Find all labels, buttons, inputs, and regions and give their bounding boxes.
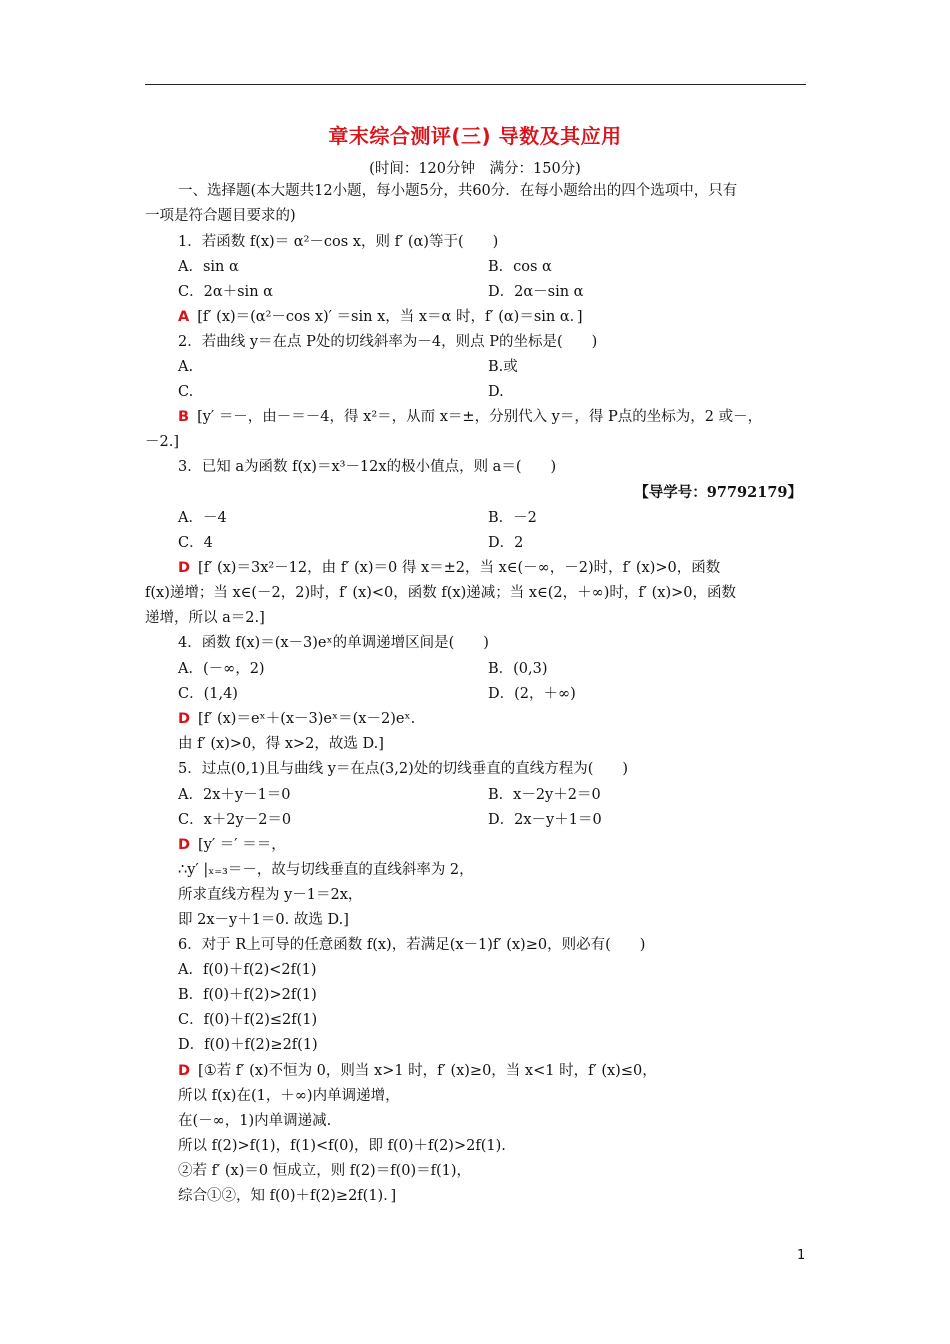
q4-stem: 4．函数 f(x)＝(x－3)eˣ的单调递增区间是( ) — [178, 635, 489, 651]
q2-option-d: D. — [488, 384, 504, 400]
q6-solution-text: [①若 f′ (x)不恒为 0，则当 x>1 时，f′ (x)≥0，当 x<1 时，f′ (x)≤0， — [198, 1063, 657, 1079]
q2-option-b: B.或 — [488, 359, 518, 375]
q5-solution — [178, 835, 286, 855]
q3-solution-text: [f′ (x)＝3x²－12，由 f′ (x)＝0 得 x＝±2，当 x∈(－∞，－2)时，f′ (x)>0，函数 — [198, 560, 721, 576]
q5-answer: D — [178, 837, 191, 853]
q5-solution-cont: ∴y′ |ₓ₌₃＝－，故与切线垂直的直线斜率为 2， — [178, 862, 474, 878]
q4-option-c: C．(1,4) — [178, 686, 238, 702]
q4-option-d: D．(2，＋∞) — [488, 686, 576, 702]
q6-solution-cont: 所以 f(x)在(1，＋∞)内单调递增， — [178, 1088, 400, 1104]
q2-solution — [178, 407, 762, 427]
q2-option-c: C. — [178, 384, 194, 400]
q1-answer: A — [178, 309, 190, 325]
q6-solution-cont4: ②若 f′ (x)＝0 恒成立，则 f(2)＝f(0)＝f(1)， — [178, 1163, 472, 1179]
q4-solution-text: [f′ (x)＝eˣ＋(x－3)eˣ＝(x－2)eˣ. — [198, 711, 416, 727]
q4-solution-cont: 由 f′ (x)>0，得 x>2，故选 D.] — [178, 736, 384, 752]
q6-answer: D — [178, 1063, 191, 1079]
q6-stem: 6．对于 R上可导的任意函数 f(x)，若满足(x－1)f′ (x)≥0，则必有( ) — [178, 937, 646, 953]
q2-answer: B — [178, 409, 190, 425]
q3-solution-cont: f(x)递增；当 x∈(－2，2)时，f′ (x)<0，函数 f(x)递减；当 x∈(2，＋∞)时，f′ (x)>0，函数 — [145, 585, 737, 601]
q1-solution-text: [f′ (x)＝(α²－cos x)′ ＝sin x，当 x＝α 时，f′ (α)＝sin α．] — [197, 309, 583, 325]
q2-solution-text: [y′ ＝－，由－＝－4，得 x²＝，从而 x＝±，分别代入 y＝，得 P点的坐标为，2 或－， — [197, 409, 763, 425]
q2-option-a: A. — [178, 359, 194, 375]
q5-solution-cont3: 即 2x－y＋1＝0. 故选 D.] — [178, 912, 349, 928]
q4-option-a: A．(－∞，2) — [178, 661, 265, 677]
q3-solution — [178, 558, 720, 578]
page-subtitle: (时间：120分钟 满分：150分) — [369, 161, 581, 177]
q1-option-a: A．sin α — [178, 259, 239, 275]
q6-option-a: A．f(0)＋f(2)<2f(1) — [178, 962, 317, 978]
q3-option-a: A．－4 — [178, 510, 227, 526]
q2-stem: 2．若曲线 y＝在点 P处的切线斜率为－4，则点 P的坐标是( ) — [178, 334, 598, 350]
q3-solution-cont2: 递增，所以 a＝2.] — [145, 610, 265, 626]
section-heading: 一、选择题(本大题共12小题，每小题5分，共60分．在每小题给出的四个选项中，只有 — [178, 183, 738, 199]
q5-solution-text: [y′ ＝′ ＝＝， — [198, 837, 286, 853]
q1-option-c: C．2α＋sin α — [178, 284, 273, 300]
q3-reference: 【导学号：97792179】 — [634, 484, 802, 501]
q5-option-c: C．x＋2y－2＝0 — [178, 812, 292, 828]
q6-solution-cont2: 在(－∞，1)内单调递减. — [178, 1113, 332, 1129]
q1-stem: 1．若函数 f(x)＝ α²－cos x，则 f′ (α)等于( ) — [178, 234, 499, 250]
q3-option-c: C．4 — [178, 535, 213, 551]
q6-solution — [178, 1061, 657, 1081]
q5-option-a: A．2x＋y－1＝0 — [178, 787, 291, 803]
q2-solution-cont: －2.] — [145, 434, 179, 450]
q6-option-b: B．f(0)＋f(2)>2f(1) — [178, 987, 317, 1003]
q3-option-d: D．2 — [488, 535, 524, 551]
q4-option-b: B．(0,3) — [488, 661, 548, 677]
q4-solution — [178, 709, 415, 729]
page-number: 1 — [797, 1248, 806, 1263]
q5-option-b: B．x－2y＋2＝0 — [488, 787, 601, 803]
q5-stem: 5．过点(0,1)且与曲线 y＝在点(3,2)处的切线垂直的直线方程为( ) — [178, 761, 629, 777]
q1-solution — [178, 307, 583, 327]
q3-stem: 3．已知 a为函数 f(x)＝x³－12x的极小值点，则 a＝( ) — [178, 459, 557, 475]
q6-option-d: D．f(0)＋f(2)≥2f(1) — [178, 1037, 318, 1053]
q5-option-d: D．2x－y＋1＝0 — [488, 812, 602, 828]
q3-answer: D — [178, 560, 191, 576]
q1-option-d: D．2α－sin α — [488, 284, 584, 300]
q4-answer: D — [178, 711, 191, 727]
q6-solution-cont5: 综合①②，知 f(0)＋f(2)≥2f(1)．] — [178, 1188, 397, 1204]
q1-option-b: B．cos α — [488, 259, 552, 275]
section-heading-cont: 一项是符合题目要求的) — [145, 208, 296, 224]
q5-solution-cont2: 所求直线方程为 y－1＝2x， — [178, 887, 363, 903]
q3-option-b: B．－2 — [488, 510, 537, 526]
header-rule — [145, 84, 806, 85]
page-title: 章末综合测评(三) 导数及其应用 — [328, 124, 622, 148]
q6-solution-cont3: 所以 f(2)>f(1)，f(1)<f(0)，即 f(0)＋f(2)>2f(1). — [178, 1138, 506, 1154]
q6-option-c: C．f(0)＋f(2)≤2f(1) — [178, 1012, 318, 1028]
